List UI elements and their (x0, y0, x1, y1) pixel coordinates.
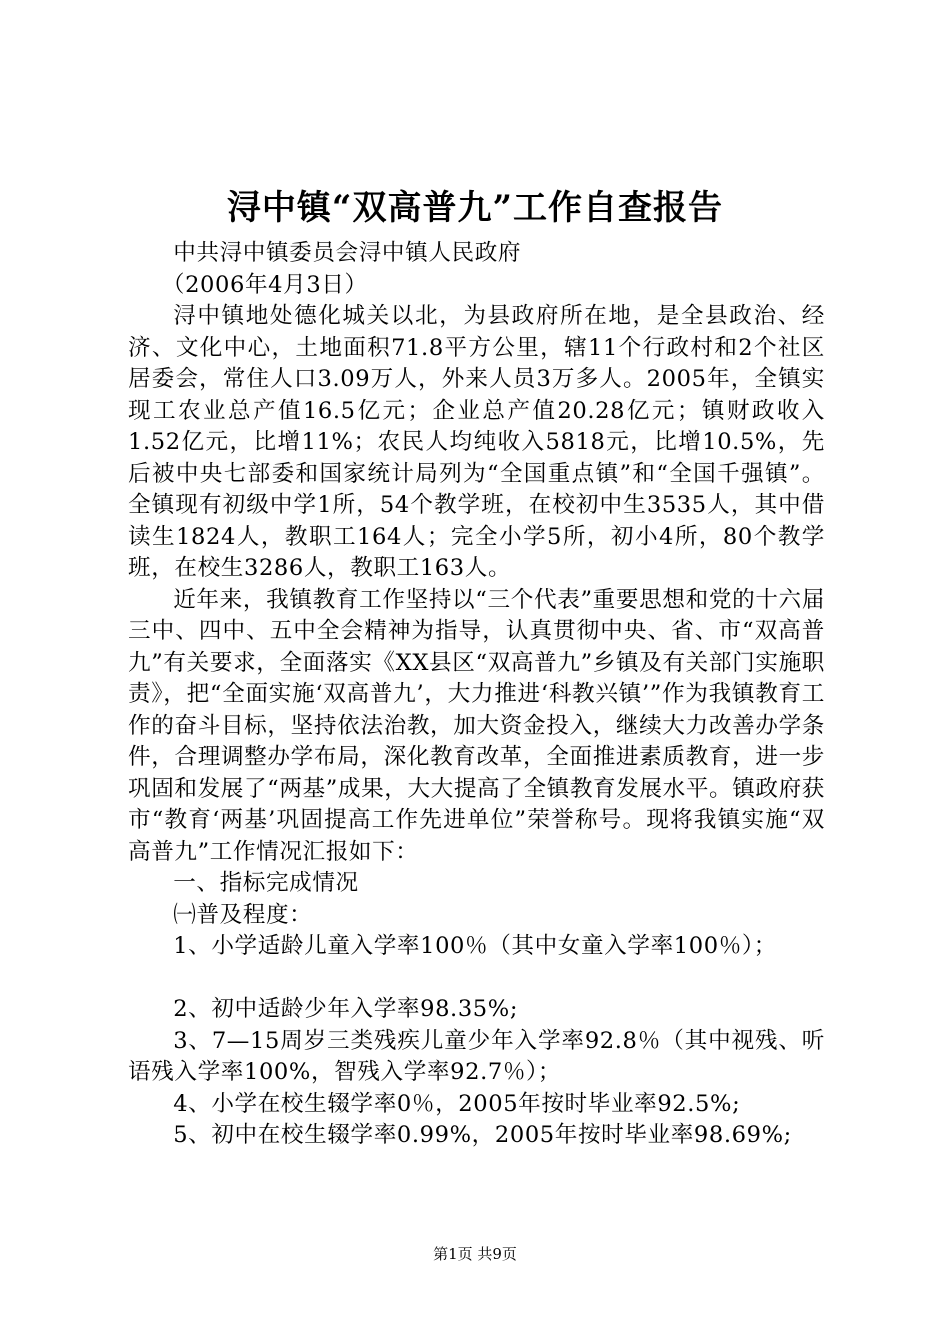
list-item: 4、小学在校生辍学率0％，2005年按时毕业率92.5%; (173, 1090, 741, 1117)
issuer-line: 中共浔中镇委员会浔中镇人民政府 (173, 240, 522, 266)
paragraph-overview: 近年来，我镇教育工作坚持以“三个代表”重要思想和党的十六届三中、四中、五中全会精神为指导，认真贯彻中央、省、市“双高普九”有关要求，全面落实《XX县区“双高普九”乡镇及有关部门实施职责》，把“全面实施‘双高普九’，大力推进‘科教兴镇’”作为我镇教育工作的奋斗目标，坚持依法治教，加大资金投入，继续大力改善办学条件，合理调整办学布局，深化教育改革，全面推进素质教育，进一步巩固和发展了“两基”成果，大大提高了全镇教育发展水平。镇政府获市“教育‘两基’巩固提高工作先进单位”荣誉称号。现将我镇实施“双高普九”工作情况汇报如下： (128, 586, 825, 865)
date-line: （2006年4月3日） (161, 271, 368, 298)
paragraph-intro: 浔中镇地处德化城关以北，为县政府所在地，是全县政治、经济、文化中心，土地面积71.8平方公里，辖11个行政村和2个社区居委会，常住人口3.09万人，外来人员3万多人。2005年，全镇实现工农业总产值16.5亿元；企业总产值20.28亿元；镇财政收入1.52亿元，比增11%；农民人均纯收入5818元，比增10.5%，先后被中央七部委和国家统计局列为“全国重点镇”和“全国千强镇”。全镇现有初级中学1所，54个教学班，在校初中生3535人，其中借读生1824人，教职工164人；完全小学5所，初小4所，80个教学班，在校生3286人，教职工163人。 (128, 303, 825, 581)
document-title: 浔中镇“双高普九”工作自查报告 (226, 188, 724, 228)
list-item: 3、7—15周岁三类残疾儿童少年入学率92.8％（其中视残、听语残入学率100%，智残入学率92.7％）； (128, 1027, 825, 1085)
subsection-heading: ㈠普及程度： (173, 901, 313, 928)
page-footer: 第1页 共9页 (433, 1245, 517, 1263)
list-item: 5、初中在校生辍学率0.99%，2005年按时毕业率98.69%; (173, 1122, 792, 1148)
document-body (128, 238, 825, 1152)
section-heading: 一、指标完成情况 (173, 870, 359, 896)
list-item: 1、小学适龄儿童入学率100％（其中女童入学率100％）； (173, 933, 777, 959)
list-item: 2、初中适龄少年入学率98.35%; (173, 996, 519, 1022)
